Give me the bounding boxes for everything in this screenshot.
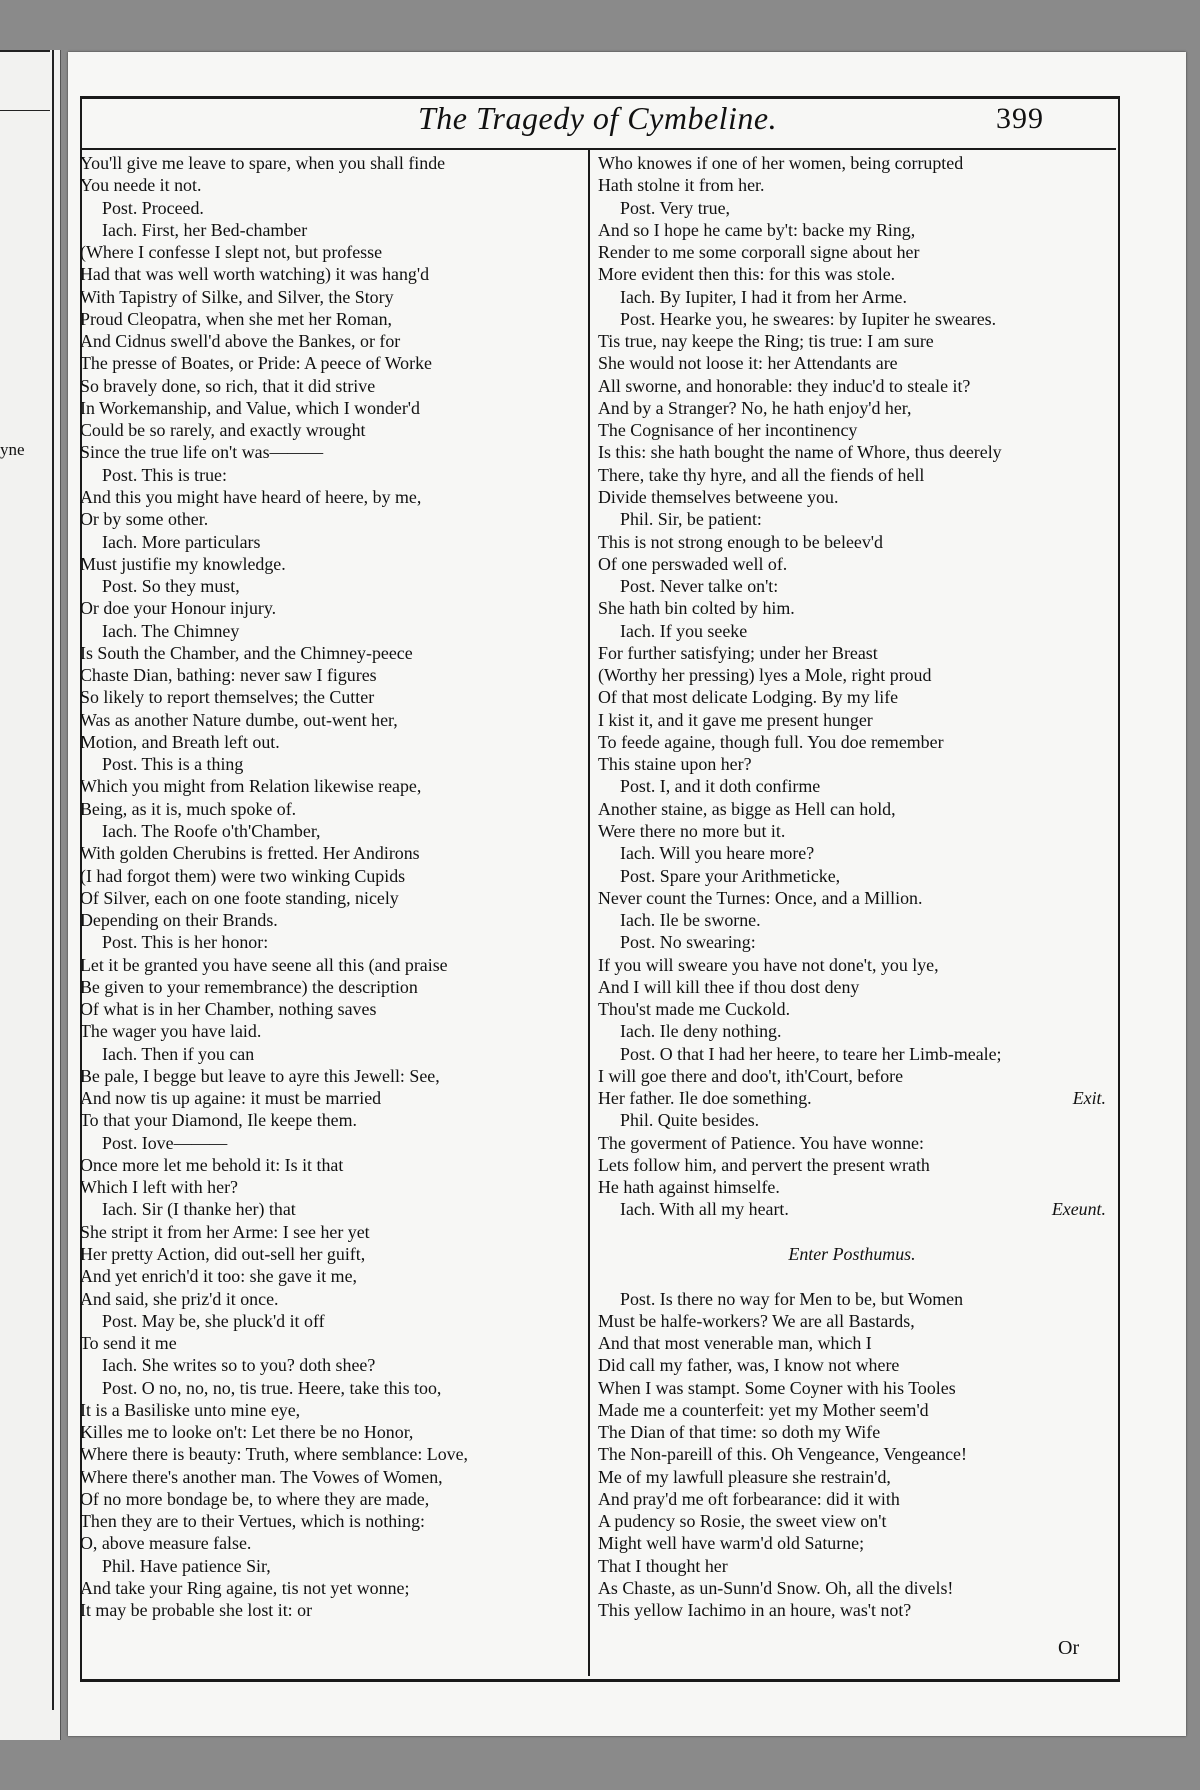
verse-line <box>598 219 1106 241</box>
verse-line <box>80 597 580 619</box>
line-text: Post. So they must, <box>102 576 240 597</box>
line-text: Never count the Turnes: Once, and a Million. <box>598 887 923 908</box>
line-text: Chaste Dian, bathing: never saw I figures <box>80 665 377 686</box>
line-text: Must be halfe-workers? We are all Bastards, <box>598 1310 915 1331</box>
line-text: Post. This is true: <box>102 464 227 485</box>
line-text: He hath against himselfe. <box>598 1177 780 1198</box>
verse-line <box>598 263 1106 285</box>
line-text: And this you might have heard of heere, by me, <box>80 486 422 507</box>
line-text: She stript it from her Arme: I see her yet <box>80 1221 370 1242</box>
line-text: O, above measure false. <box>80 1533 252 1554</box>
previous-page-column-rule <box>52 50 54 1710</box>
line-text: Proud Cleopatra, when she met her Roman, <box>80 308 393 329</box>
line-text: Made me a counterfeit: yet my Mother seem'd <box>598 1399 929 1420</box>
line-text: Be pale, I begge but leave to ayre this Jewell: See, <box>80 1065 440 1086</box>
verse-line <box>598 1109 1106 1131</box>
verse-line <box>80 709 580 731</box>
verse-line <box>80 1265 580 1287</box>
line-text: And take your Ring againe, tis not yet wonne; <box>80 1578 410 1598</box>
verse-line <box>80 419 580 441</box>
verse-line <box>598 1421 1106 1443</box>
verse-line <box>598 397 1106 419</box>
verse-line <box>598 998 1106 1020</box>
verse-line <box>598 642 1106 664</box>
line-text: Iach. If you seeke <box>620 620 748 641</box>
line-text: If you will sweare you have not done't, you lye, <box>598 954 939 975</box>
verse-line <box>80 1243 580 1265</box>
line-text: Of no more bondage be, to where they are made, <box>80 1488 430 1509</box>
verse-line <box>80 1354 580 1376</box>
verse-line <box>598 686 1106 708</box>
verse-line <box>80 887 580 909</box>
line-text: She would not loose it: her Attendants are <box>598 353 898 374</box>
verse-line <box>80 798 580 820</box>
verse-line <box>80 219 580 241</box>
header-rule <box>80 148 1116 150</box>
verse-line <box>80 1532 580 1554</box>
verse-line <box>598 1087 1106 1109</box>
verse-line <box>80 286 580 308</box>
verse-line <box>598 1510 1106 1532</box>
line-text: Me of my lawfull pleasure she restrain'd, <box>598 1466 891 1487</box>
verse-line <box>598 1176 1106 1198</box>
line-text: Is this: she hath bought the name of Whore, thus deerely <box>598 442 1002 463</box>
line-text: Was as another Nature dumbe, out-went her, <box>80 709 398 730</box>
verse-line <box>80 1198 580 1220</box>
previous-page-rule-top <box>0 50 50 52</box>
verse-line <box>80 263 580 285</box>
running-title: The Tragedy of Cymbeline. <box>418 100 778 136</box>
verse-line <box>80 1599 580 1621</box>
verse-line <box>80 1132 580 1154</box>
line-text: There, take thy hyre, and all the fiends of hell <box>598 464 925 485</box>
verse-line <box>80 1310 580 1332</box>
verse-line <box>80 620 580 642</box>
verse-line <box>80 909 580 931</box>
verse-line <box>598 441 1106 463</box>
line-text: Divide themselves betweene you. <box>598 486 839 507</box>
line-text: Iach. With all my heart. <box>620 1199 789 1220</box>
line-text: (Where I confesse I slept not, but professe <box>80 242 383 263</box>
line-text: Post. Proceed. <box>102 197 204 218</box>
line-text: Post. May be, she pluck'd it off <box>102 1310 325 1331</box>
line-text: Phil. Sir, be patient: <box>620 509 762 530</box>
verse-line <box>598 1466 1106 1488</box>
line-text: Must justifie my knowledge. <box>80 553 286 574</box>
line-text: Were there no more but it. <box>598 820 786 841</box>
verse-line <box>598 753 1106 775</box>
verse-line <box>80 1466 580 1488</box>
verse-line <box>80 1087 580 1109</box>
line-text: Render to me some corporall signe about her <box>598 242 920 263</box>
stage-direction <box>598 1243 1106 1265</box>
line-text: Iach. By Iupiter, I had it from her Arme. <box>620 286 907 307</box>
verse-line <box>80 1399 580 1421</box>
right-text-column <box>598 152 1106 1622</box>
line-text: Which you might from Relation likewise reape, <box>80 776 422 797</box>
verse-line <box>598 1265 1106 1287</box>
line-text: Hath stolne it from her. <box>598 175 765 196</box>
line-text: For further satisfying; under her Breast <box>598 642 878 663</box>
stage-direction: Exit. <box>1072 1088 1106 1109</box>
verse-line <box>80 642 580 664</box>
line-text: Iach. Then if you can <box>102 1043 255 1064</box>
verse-line <box>598 798 1106 820</box>
line-text: Might well have warm'd old Saturne; <box>598 1533 865 1554</box>
line-text: Who knowes if one of her women, being corrupted <box>598 153 964 173</box>
verse-line <box>80 1288 580 1310</box>
line-text: To send it me <box>80 1333 177 1354</box>
verse-line <box>598 1443 1106 1465</box>
verse-line <box>598 1043 1106 1065</box>
line-text: Be given to your remembrance) the description <box>80 976 418 997</box>
verse-line <box>80 931 580 953</box>
verse-line <box>598 1288 1106 1310</box>
verse-line <box>598 419 1106 441</box>
verse-line <box>80 375 580 397</box>
line-text: Post. This is her honor: <box>102 932 269 953</box>
line-text: You'll give me leave to spare, when you shall finde <box>80 153 446 173</box>
folio-page <box>68 52 1186 1736</box>
line-text: Enter Posthumus. <box>788 1244 916 1265</box>
verse-line <box>598 931 1106 953</box>
line-text: Post. Spare your Arithmeticke, <box>620 865 841 886</box>
line-text: When I was stampt. Some Coyner with his Tooles <box>598 1377 956 1398</box>
verse-line <box>80 1154 580 1176</box>
verse-line <box>598 531 1106 553</box>
line-text: Of that most delicate Lodging. By my life <box>598 687 899 708</box>
line-text: Is South the Chamber, and the Chimney-peece <box>80 642 413 663</box>
verse-line <box>598 330 1106 352</box>
line-text: Or by some other. <box>80 509 209 530</box>
verse-line <box>80 1332 580 1354</box>
verse-line <box>80 308 580 330</box>
verse-line <box>80 241 580 263</box>
line-text: The presse of Boates, or Pride: A peece of Worke <box>80 353 432 374</box>
line-text: Phil. Have patience Sir, <box>102 1555 271 1576</box>
line-text: And so I hope he came by't: backe my Ring, <box>598 219 916 240</box>
line-text: Iach. Sir (I thanke her) that <box>102 1199 296 1220</box>
line-text: More evident then this: for this was stole. <box>598 264 896 285</box>
previous-page-text-fragment: yne <box>0 440 25 459</box>
line-text: That I thought her <box>598 1555 728 1576</box>
line-text: (Worthy her pressing) lyes a Mole, right proud <box>598 665 932 686</box>
line-text: Where there's another man. The Vowes of Women, <box>80 1466 443 1487</box>
line-text: And said, she priz'd it once. <box>80 1288 279 1309</box>
line-text: So likely to report themselves; the Cutter <box>80 687 375 708</box>
line-text: Post. Very true, <box>620 197 730 218</box>
catchword: Or <box>1058 1637 1080 1659</box>
line-text: Her father. Ile doe something. <box>598 1088 812 1109</box>
verse-line <box>80 775 580 797</box>
verse-line <box>80 842 580 864</box>
verse-line <box>80 197 580 219</box>
verse-line <box>598 976 1106 998</box>
line-text: It is a Basiliske unto mine eye, <box>80 1399 301 1420</box>
verse-line <box>598 731 1106 753</box>
line-text: Phil. Quite besides. <box>620 1110 760 1131</box>
verse-line <box>598 1354 1106 1376</box>
line-text: Iach. She writes so to you? doth shee? <box>102 1355 376 1376</box>
verse-line <box>598 375 1106 397</box>
verse-line <box>80 152 580 174</box>
stage-direction: Exeunt. <box>1051 1199 1106 1220</box>
verse-line <box>598 954 1106 976</box>
verse-line <box>80 1443 580 1465</box>
verse-line <box>598 464 1106 486</box>
line-text: Tis true, nay keepe the Ring; tis true: I am sure <box>598 331 934 352</box>
line-text: Iach. First, her Bed-chamber <box>102 219 308 240</box>
line-text: Iach. More particulars <box>102 531 261 552</box>
line-text: And I will kill thee if thou dost deny <box>598 976 860 997</box>
line-text: The Non-pareill of this. Oh Vengeance, Vengeance! <box>598 1444 967 1465</box>
line-text: The Cognisance of her incontinency <box>598 420 858 441</box>
verse-line <box>598 775 1106 797</box>
line-text: The goverment of Patience. You have wonne: <box>598 1132 924 1153</box>
verse-line <box>80 1020 580 1042</box>
line-text: Being, as it is, much spoke of. <box>80 798 297 819</box>
line-text: Post. Hearke you, he sweares: by Iupiter he sweares. <box>620 308 997 329</box>
verse-line <box>80 1065 580 1087</box>
line-text: Lets follow him, and pervert the present wrath <box>598 1154 930 1175</box>
verse-line <box>598 1020 1106 1042</box>
line-text: Where there is beauty: Truth, where semblance: Love, <box>80 1444 469 1465</box>
verse-line <box>598 1488 1106 1510</box>
line-text: Of one perswaded well of. <box>598 553 788 574</box>
verse-line <box>80 976 580 998</box>
verse-line <box>598 597 1106 619</box>
verse-line <box>598 1132 1106 1154</box>
line-text: The Dian of that time: so doth my Wife <box>598 1422 881 1443</box>
verse-line <box>598 486 1106 508</box>
line-text: Of what is in her Chamber, nothing saves <box>80 999 377 1020</box>
verse-line <box>598 575 1106 597</box>
verse-line <box>80 1176 580 1198</box>
verse-line <box>80 998 580 1020</box>
verse-line <box>598 286 1106 308</box>
line-text: Iach. The Roofe o'th'Chamber, <box>102 820 321 841</box>
verse-line <box>80 1488 580 1510</box>
line-text: Post. O that I had her heere, to teare her Limb-meale; <box>620 1043 1002 1064</box>
page-number: 399 <box>996 102 1044 135</box>
line-text: To that your Diamond, Ile keepe them. <box>80 1110 357 1131</box>
verse-line <box>80 865 580 887</box>
verse-line <box>80 664 580 686</box>
line-text: It may be probable she lost it: or <box>80 1600 313 1621</box>
line-text: All sworne, and honorable: they induc'd to steale it? <box>598 375 971 396</box>
line-text: Since the true life on't was——— <box>80 442 324 463</box>
verse-line <box>80 441 580 463</box>
line-text: Had that was well worth watching) it was hang'd <box>80 264 430 285</box>
verse-line <box>598 1332 1106 1354</box>
line-text: This yellow Iachimo in an houre, was't not? <box>598 1600 912 1621</box>
verse-line <box>598 308 1106 330</box>
verse-line <box>80 1421 580 1443</box>
verse-line <box>598 197 1106 219</box>
line-text: The wager you have laid. <box>80 1021 262 1042</box>
verse-line <box>80 508 580 530</box>
line-text: Her pretty Action, did out-sell her guift, <box>80 1244 366 1265</box>
line-text: Post. Never talke on't: <box>620 576 779 597</box>
line-text: I kist it, and it gave me present hunger <box>598 709 873 730</box>
line-text: Another staine, as bigge as Hell can hold, <box>598 798 896 819</box>
line-text: Post. No swearing: <box>620 932 756 953</box>
verse-line <box>80 1109 580 1131</box>
verse-line <box>80 1043 580 1065</box>
verse-line <box>598 1065 1106 1087</box>
verse-line <box>80 1555 580 1577</box>
verse-line <box>598 1599 1106 1621</box>
line-text: Iach. The Chimney <box>102 620 240 641</box>
left-text-column <box>80 152 580 1622</box>
line-text: Let it be granted you have seene all this (and praise <box>80 954 448 975</box>
previous-page-rule-mid <box>0 110 50 111</box>
line-text: (I had forgot them) were two winking Cupids <box>80 865 406 886</box>
line-text: This staine upon her? <box>598 754 752 775</box>
line-text: Could be so rarely, and exactly wrought <box>80 420 366 441</box>
verse-line <box>598 909 1106 931</box>
line-text: Which I left with her? <box>80 1177 238 1198</box>
verse-line <box>598 820 1106 842</box>
verse-line <box>80 1221 580 1243</box>
verse-line <box>598 1577 1106 1599</box>
line-text: With Tapistry of Silke, and Silver, the Story <box>80 286 394 307</box>
verse-line <box>598 1532 1106 1554</box>
line-text: And that most venerable man, which I <box>598 1333 872 1354</box>
verse-line <box>598 709 1106 731</box>
verse-line <box>598 1198 1106 1220</box>
verse-line <box>598 508 1106 530</box>
line-text: You neede it not. <box>80 175 202 196</box>
line-text: Post. Is there no way for Men to be, but Women <box>620 1288 964 1309</box>
verse-line <box>598 1310 1106 1332</box>
line-text: And yet enrich'd it too: she gave it me, <box>80 1266 357 1287</box>
line-text: I will goe there and doo't, ith'Court, before <box>598 1065 904 1086</box>
line-text: Iach. Will you heare more? <box>620 843 815 864</box>
line-text: Depending on their Brands. <box>80 910 278 931</box>
verse-line <box>80 330 580 352</box>
verse-line <box>598 241 1106 263</box>
line-text: Thou'st made me Cuckold. <box>598 999 791 1020</box>
line-text: And now tis up againe: it must be married <box>80 1088 382 1109</box>
verse-line <box>598 352 1106 374</box>
line-text: Motion, and Breath left out. <box>80 731 280 752</box>
line-text: This is not strong enough to be beleev'd <box>598 531 883 552</box>
verse-line <box>598 620 1106 642</box>
verse-line <box>598 553 1106 575</box>
verse-line <box>80 1510 580 1532</box>
line-text: Did call my father, was, I know not where <box>598 1355 900 1376</box>
verse-line <box>80 531 580 553</box>
line-text: Then they are to their Vertues, which is nothing: <box>80 1511 425 1532</box>
line-text: And by a Stranger? No, he hath enjoy'd her, <box>598 397 912 418</box>
verse-line <box>598 152 1106 174</box>
verse-line <box>80 820 580 842</box>
line-text: And pray'd me oft forbearance: did it with <box>598 1488 900 1509</box>
column-divider <box>588 148 590 1676</box>
verse-line <box>80 686 580 708</box>
line-text: Of Silver, each on one foote standing, nicely <box>80 887 399 908</box>
verse-line <box>80 397 580 419</box>
verse-line <box>80 553 580 575</box>
verse-line <box>80 575 580 597</box>
verse-line <box>80 1377 580 1399</box>
line-text: So bravely done, so rich, that it did strive <box>80 375 376 396</box>
line-text: Post. I, and it doth confirme <box>620 776 821 797</box>
line-text: Once more let me behold it: Is it that <box>80 1154 344 1175</box>
verse-line <box>80 753 580 775</box>
line-text: Iach. Ile deny nothing. <box>620 1021 782 1042</box>
verse-line <box>80 352 580 374</box>
verse-line <box>80 1577 580 1599</box>
line-text: Post. Iove——— <box>102 1132 228 1153</box>
verse-line <box>598 1399 1106 1421</box>
verse-line <box>80 954 580 976</box>
line-text: Post. This is a thing <box>102 754 244 775</box>
verse-line <box>598 1377 1106 1399</box>
line-text: A pudency so Rosie, the sweet view on't <box>598 1511 887 1532</box>
verse-line <box>598 887 1106 909</box>
line-text: As Chaste, as un-Sunn'd Snow. Oh, all the divels! <box>598 1578 954 1598</box>
line-text: Post. O no, no, no, tis true. Heere, take this too, <box>102 1377 442 1398</box>
verse-line <box>598 1555 1106 1577</box>
verse-line <box>598 664 1106 686</box>
line-text: Or doe your Honour injury. <box>80 598 277 619</box>
line-text: Killes me to looke on't: Let there be no Honor, <box>80 1422 414 1443</box>
line-text: She hath bin colted by him. <box>598 598 795 619</box>
verse-line <box>598 174 1106 196</box>
verse-line <box>598 1154 1106 1176</box>
verse-line <box>598 842 1106 864</box>
verse-line <box>80 174 580 196</box>
verse-line <box>80 731 580 753</box>
line-text: In Workemanship, and Value, which I wonder'd <box>80 397 420 418</box>
verse-line <box>80 464 580 486</box>
line-text: To feede againe, though full. You doe remember <box>598 731 944 752</box>
verse-line <box>80 486 580 508</box>
line-text: And Cidnus swell'd above the Bankes, or for <box>80 331 401 352</box>
line-text: Iach. Ile be sworne. <box>620 910 761 931</box>
line-text: With golden Cherubins is fretted. Her Andirons <box>80 843 420 864</box>
verse-line <box>598 865 1106 887</box>
verse-line <box>598 1221 1106 1243</box>
